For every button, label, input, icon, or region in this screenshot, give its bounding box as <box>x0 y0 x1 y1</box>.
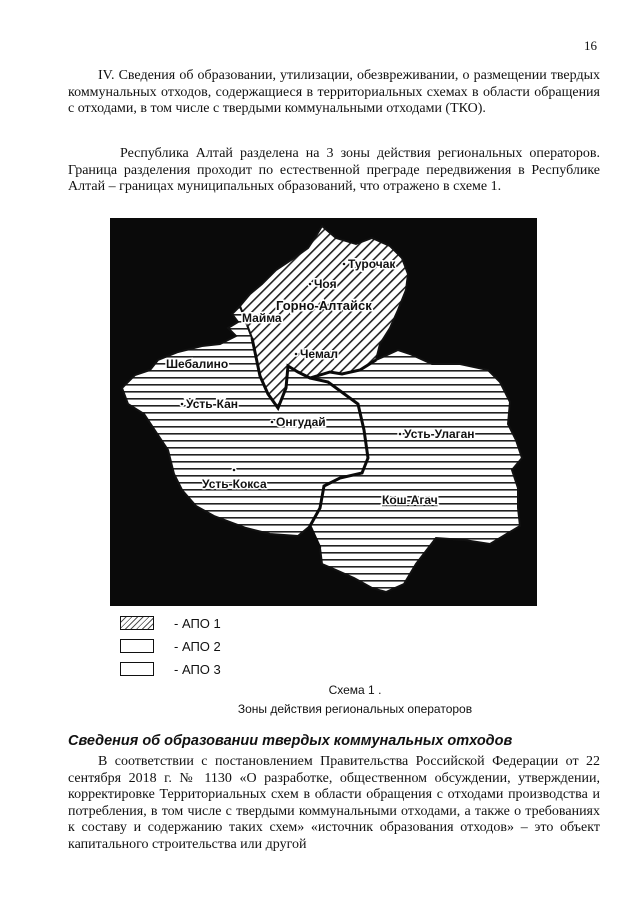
zones-paragraph: Республика Алтай разделена на 3 зоны действия региональных операторов. Граница разделения проходит по естественной преграде передвижения в Республике Алтай – границах муниципальных образований, что отражено в схеме 1. <box>68 146 600 194</box>
map-legend <box>120 612 221 681</box>
section-heading: Сведения об образовании твердых коммунальных отходов <box>68 733 513 749</box>
map-label-ust-kan: Усть-Кан <box>186 397 239 411</box>
settlement-marker <box>398 432 402 436</box>
legend-item-apo1 <box>120 612 221 634</box>
map-label-shebalino: Шебалино <box>166 357 229 371</box>
map-label-ust-koksa: Усть-Кокса <box>202 477 267 491</box>
map-label-ongudai: Онгудай <box>276 415 326 429</box>
intro-paragraph: IV. Сведения об образовании, утилизации, обезвреживании, о размещении твердых коммунальных отходов, содержащиеся в территориальных схемах в области обращения с отходами, в том числе с твердыми коммунальными отходами (ТКО). <box>68 68 600 116</box>
legend-label: - АПО 1 <box>174 615 221 631</box>
legend-label: - АПО 3 <box>174 661 221 677</box>
settlement-marker <box>342 262 346 266</box>
settlement-marker <box>308 282 312 286</box>
legend-swatch <box>120 616 154 630</box>
zones-map <box>110 218 537 606</box>
map-label-gorno-altaysk: Горно-Алтайск <box>276 298 372 313</box>
settlement-marker <box>180 402 184 406</box>
map-label-mayma: Майма <box>242 311 282 325</box>
map-label-choya: Чоя <box>314 277 337 291</box>
settlement-marker <box>232 468 236 472</box>
page-number: 16 <box>584 38 597 53</box>
legend-label: - АПО 2 <box>174 638 221 654</box>
legend-swatch <box>120 662 154 676</box>
settlement-marker <box>294 352 298 356</box>
figure-caption-title: Схема 1 . <box>328 683 382 697</box>
settlement-marker <box>270 420 274 424</box>
map-label-chemal: Чемал <box>300 347 338 361</box>
legend-swatch <box>120 639 154 653</box>
map-label-turochak: Турочак <box>348 257 396 271</box>
section-paragraph: В соответствии с постановлением Правительства Российской Федерации от 22 сентября 2018 г. № 1130 «О разработке, общественном обсуждении, утверждении, корректировке Территориальных схем в области обращения с отходами производства и потребления, в том числе с твердыми коммунальными отходами, а также о требованиях к составу и содержанию таких схем» «источник образования отходов» – это объект капитального строительства или другой <box>68 754 600 852</box>
figure-caption-subtitle: Зоны действия региональных операторов <box>237 702 473 716</box>
legend-item-apo2 <box>120 635 221 657</box>
map-label-ust-ulagan: Усть-Улаган <box>404 427 475 441</box>
legend-item-apo3 <box>120 658 221 680</box>
map-label-kosh-agach: Кош-Агач <box>382 493 438 507</box>
